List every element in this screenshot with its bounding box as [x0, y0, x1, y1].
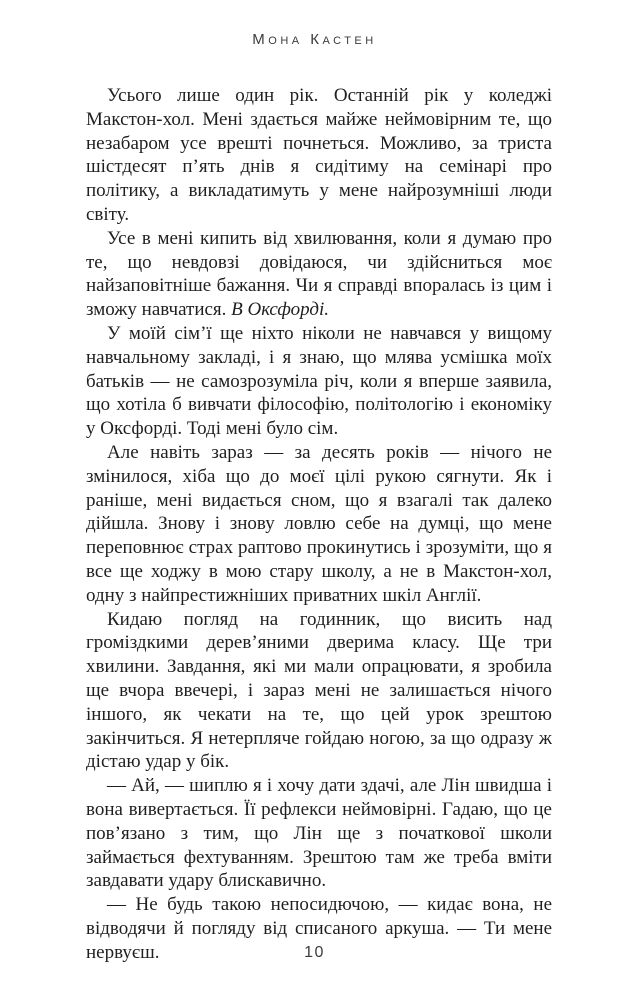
paragraph-text: — Не будь такою непосидючою, — кидає вона, не відводячи й погляду від списаного аркуша. — Ти мене нервуєш. — [86, 894, 552, 963]
paragraph — [86, 227, 552, 322]
paragraph — [86, 774, 552, 893]
paragraph-text: Кидаю погляд на годинник, що висить над громіздкими дерев’яними дверима класу. Ще три хвилини. Завдання, які ми мали опрацювати, я зробила ще вчора ввечері, і зараз мені не залишається нічого іншого, як чекати на те, що цей урок зрештою закінчиться. Я нетерпляче гойдаю ногою, за що одразу ж дістаю удар у бік. — [86, 608, 552, 773]
paragraph-text: Але навіть зараз — за десять років — нічого не змінилося, хіба що до моєї цілі рукою сягнути. Як і раніше, мені видається сном, що я взагалі так далеко дійшла. Знову і знову ловлю себе на думці, що мене переповнює страх раптово прокинутись і зрозуміти, що я все ще ходжу в мою стару школу, а не в Макстон-хол, одну з найпрестижніших приватних шкіл Англії. — [86, 441, 552, 606]
page-number: 10 — [304, 944, 325, 961]
paragraph — [86, 84, 552, 227]
paragraph-text: — Ай, — шиплю я і хочу дати здачі, але Лін швидша і вона вивертається. Її рефлекси неймовірні. Гадаю, що це пов’язано з тим, що Лін ще з початкової школи займається фехтуванням. Зрештою там же треба вміти завдавати удару блискавично. — [86, 775, 552, 892]
page-text — [86, 84, 552, 964]
paragraph-text: Усе в мені кипить від хвилювання, коли я думаю про те, що невдовзі довідаюся, чи здійсниться моє найзаповітніше бажання. Чи я справді впоралась із цим і зможу навчатися. — [86, 227, 552, 321]
paragraph-text: У моїй сім’ї ще ніхто ніколи не навчався у вищому навчальному закладі, і я знаю, що млява усмішка моїх батьків — не самозрозуміла річ, коли я вперше заявила, що хотіла б вивчати філософію, політологію і економіку у Оксфорді. Тоді мені було сім. — [86, 322, 552, 440]
paragraph — [86, 322, 552, 441]
italic-phrase: В Оксфорді. — [231, 299, 329, 321]
paragraph — [86, 441, 552, 608]
paragraph — [86, 608, 552, 775]
running-header: Мона Кастен — [252, 31, 377, 48]
paragraph-text: Усього лише один рік. Останній рік у коледжі Макстон-хол. Мені здається майже неймовірним те, що незабаром усе врешті почнеться. Можливо, за триста шістдесят п’ять днів я сидітиму на семінарі про політику, а викладатимуть у мене найрозумніші люди світу. — [86, 85, 552, 225]
